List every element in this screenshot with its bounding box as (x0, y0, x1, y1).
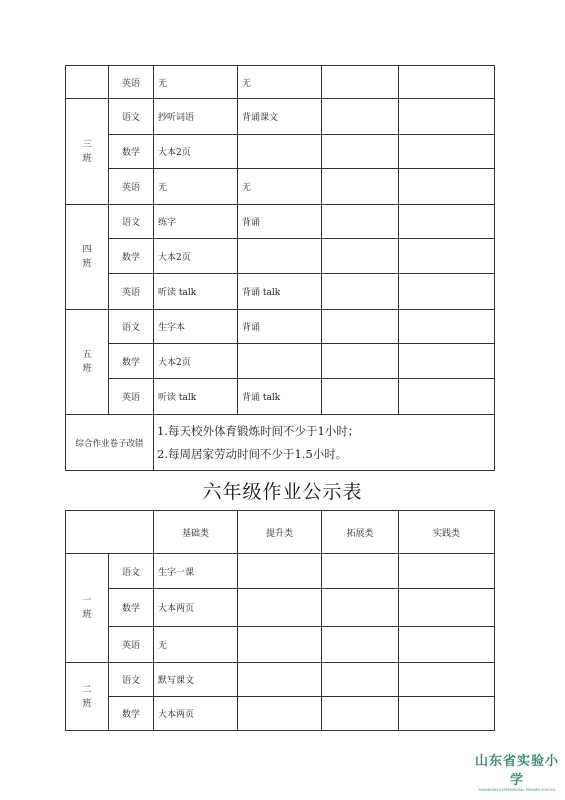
basic-cell: 大本两页 (154, 589, 238, 627)
class-name-cell: 二 班 (66, 663, 109, 731)
column-header: 实践类 (399, 511, 495, 554)
practice-cell (399, 697, 495, 731)
practice-cell (399, 66, 495, 99)
corner-cell (66, 511, 154, 554)
subject-cell: 英语 (109, 66, 154, 99)
table-row (66, 697, 495, 731)
class-name-cell: 一 班 (66, 554, 109, 663)
footer-notes (154, 415, 495, 471)
extend-cell (322, 274, 399, 310)
table1-body (66, 66, 495, 471)
basic-cell: 大本两页 (154, 697, 238, 731)
extend-cell (322, 627, 399, 663)
class-name-cell: 五 班 (66, 310, 109, 415)
table-row (66, 554, 495, 589)
extend-cell (322, 663, 399, 697)
practice-cell (399, 554, 495, 589)
extend-cell (322, 99, 399, 135)
subject-cell: 语文 (109, 205, 154, 239)
table-row (66, 274, 495, 310)
table-row (66, 239, 495, 274)
basic-cell: 无 (154, 169, 238, 205)
subject-cell: 数学 (109, 239, 154, 274)
basic-cell: 无 (154, 627, 238, 663)
basic-cell: 大本2页 (154, 239, 238, 274)
subject-cell: 英语 (109, 379, 154, 415)
extend-cell (322, 169, 399, 205)
subject-cell: 语文 (109, 554, 154, 589)
header-row (66, 511, 495, 554)
column-header: 提升类 (238, 511, 322, 554)
practice-cell (399, 663, 495, 697)
practice-cell (399, 99, 495, 135)
footer-label: 综合作业卷子改错 (66, 415, 154, 471)
school-logo (472, 750, 562, 792)
subject-cell: 数学 (109, 135, 154, 169)
basic-cell: 大本2页 (154, 135, 238, 169)
improve-cell (238, 589, 322, 627)
class-name-cell: 四 班 (66, 205, 109, 310)
improve-cell: 无 (238, 66, 322, 99)
page-title: 六年级作业公示表 (202, 481, 363, 503)
extend-cell (322, 379, 399, 415)
table-row (66, 310, 495, 344)
table-row (66, 169, 495, 205)
basic-cell: 无 (154, 66, 238, 99)
extend-cell (322, 589, 399, 627)
table-row (66, 379, 495, 415)
homework-table-grade5 (65, 65, 495, 471)
extend-cell (322, 66, 399, 99)
class-name-cell: 三 班 (66, 99, 109, 205)
subject-cell: 英语 (109, 169, 154, 205)
basic-cell: 听读 talk (154, 379, 238, 415)
subject-cell: 数学 (109, 697, 154, 731)
subject-cell: 数学 (109, 344, 154, 379)
table-row (66, 589, 495, 627)
practice-cell (399, 344, 495, 379)
practice-cell (399, 274, 495, 310)
basic-cell: 默写课文 (154, 663, 238, 697)
improve-cell: 背诵 talk (238, 379, 322, 415)
improve-cell (238, 627, 322, 663)
subject-cell: 英语 (109, 627, 154, 663)
note-line-2: 2.每周居家劳动时间不少于1.5小时。 (157, 446, 348, 461)
improve-cell: 背诵课文 (238, 99, 322, 135)
improve-cell: 无 (238, 169, 322, 205)
improve-cell (238, 554, 322, 589)
extend-cell (322, 554, 399, 589)
improve-cell: 背诵 (238, 310, 322, 344)
homework-table-grade6 (65, 510, 495, 731)
extend-cell (322, 135, 399, 169)
improve-cell: 背诵 talk (238, 274, 322, 310)
subject-cell: 英语 (109, 274, 154, 310)
improve-cell (238, 663, 322, 697)
footer-row (66, 415, 495, 471)
improve-cell (238, 697, 322, 731)
subject-cell: 语文 (109, 99, 154, 135)
table-row (66, 66, 495, 99)
practice-cell (399, 379, 495, 415)
practice-cell (399, 205, 495, 239)
basic-cell: 生字一课 (154, 554, 238, 589)
note-line-1: 1.每天校外体育锻炼时间不少于1小时； (157, 423, 360, 438)
basic-cell: 练字 (154, 205, 238, 239)
improve-cell (238, 239, 322, 274)
table-row (66, 135, 495, 169)
logo-text-en: SHANDONG EXPERIMENTAL PRIMARY SCHOOL (478, 788, 556, 792)
practice-cell (399, 239, 495, 274)
basic-cell: 大本2页 (154, 344, 238, 379)
column-header: 基础类 (154, 511, 238, 554)
practice-cell (399, 310, 495, 344)
table-row (66, 205, 495, 239)
class-cell (66, 66, 109, 99)
basic-cell: 听读 talk (154, 274, 238, 310)
practice-cell (399, 135, 495, 169)
basic-cell: 生字本 (154, 310, 238, 344)
improve-cell (238, 135, 322, 169)
practice-cell (399, 627, 495, 663)
table-row (66, 663, 495, 697)
table-row (66, 627, 495, 663)
subject-cell: 数学 (109, 589, 154, 627)
column-header: 拓展类 (322, 511, 399, 554)
improve-cell: 背诵 (238, 205, 322, 239)
table-row (66, 99, 495, 135)
table-row (66, 344, 495, 379)
extend-cell (322, 239, 399, 274)
extend-cell (322, 697, 399, 731)
table2-body (66, 511, 495, 731)
extend-cell (322, 205, 399, 239)
extend-cell (322, 344, 399, 379)
subject-cell: 语文 (109, 663, 154, 697)
logo-text-cn: 山东省实验小学 (474, 754, 559, 788)
improve-cell (238, 344, 322, 379)
extend-cell (322, 310, 399, 344)
practice-cell (399, 169, 495, 205)
basic-cell: 抄听词语 (154, 99, 238, 135)
practice-cell (399, 589, 495, 627)
subject-cell: 语文 (109, 310, 154, 344)
